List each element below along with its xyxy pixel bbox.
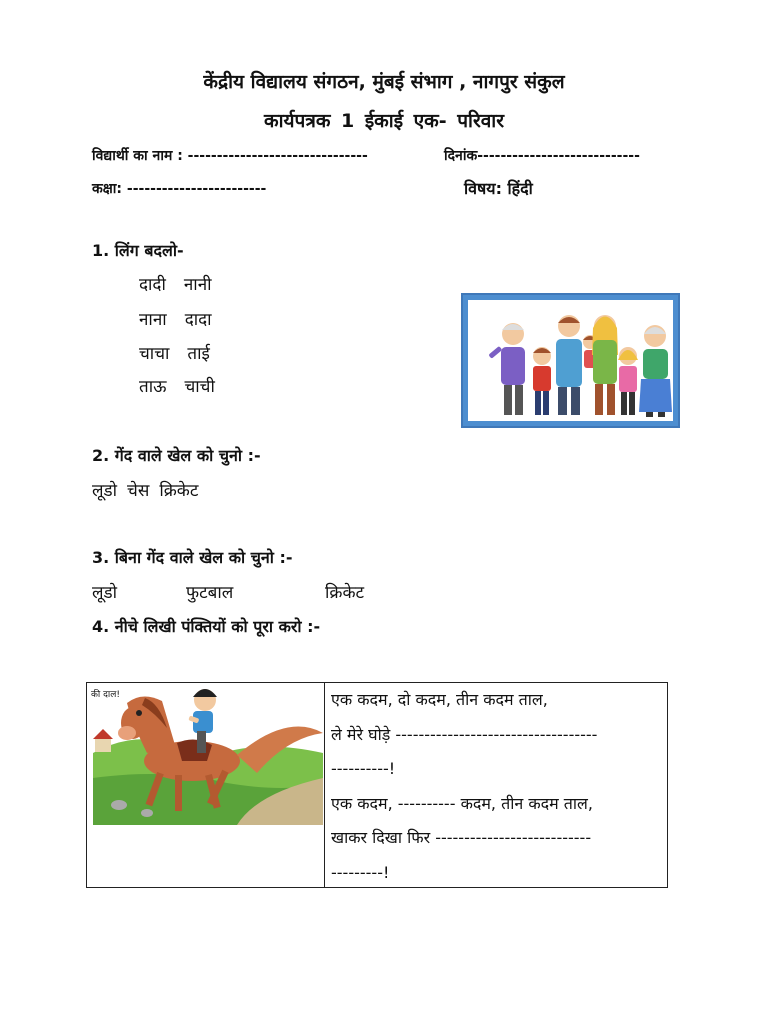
q1-pair-row: [139, 272, 230, 295]
q1-pair-row: [139, 307, 230, 330]
poem-line: ---------!: [331, 862, 390, 882]
worksheet-subtitle: कार्यपत्रक 1 ईकाई एक- परिवार: [264, 110, 504, 132]
poem-lines: [325, 683, 667, 887]
q3-option: लूडो: [92, 583, 118, 603]
q3-option: क्रिकेट: [325, 583, 365, 603]
q2-heading: 2. गेंद वाले खेल को चुनो :-: [92, 446, 261, 465]
family-picture: [468, 300, 673, 421]
poem-line: खाकर दिखा फिर ---------------------------: [331, 828, 592, 847]
q1-heading: 1. लिंग बदलो-: [92, 241, 184, 260]
image-caption: की दाल!: [91, 690, 120, 700]
q3-heading: 3. बिना गेंद वाले खेल को चुनो :-: [92, 548, 293, 567]
q1-pair-row: [139, 341, 228, 364]
boy-on-horse-picture: [87, 683, 323, 833]
q1-word: दादा: [184, 310, 212, 330]
poem-line: एक कदम, दो कदम, तीन कदम ताल,: [331, 690, 548, 709]
q1-pair-row: [139, 374, 233, 397]
poem-line: एक कदम, ---------- कदम, तीन कदम ताल,: [331, 793, 593, 813]
q2-option: क्रिकेट: [159, 481, 199, 501]
q1-word: नानी: [183, 275, 212, 295]
class-label: कक्षा: ------------------------: [92, 181, 267, 197]
q2-option: लूडो: [92, 481, 118, 501]
q3-option: फुटबाल: [186, 583, 234, 603]
student-name-label: विद्यार्थी का नाम : -------------------------------: [92, 148, 368, 164]
q1-word: दादी: [139, 275, 166, 295]
poem-table: [86, 682, 668, 888]
subject-label: विषय: हिंदी: [464, 179, 533, 198]
q2-option: चेस: [127, 481, 150, 501]
q1-word: ताऊ: [139, 377, 167, 397]
q1-word: चाची: [184, 377, 215, 397]
q1-word: नाना: [139, 310, 167, 330]
q1-word: ताई: [187, 344, 210, 364]
horse-illustration-cell: [87, 683, 325, 887]
poem-line: ----------!: [331, 759, 396, 778]
family-illustration: [461, 293, 680, 428]
q2-options: [92, 478, 198, 501]
poem-line: ले मेरे घोड़े -----------------------------------: [331, 724, 598, 744]
q1-word: चाचा: [139, 344, 170, 364]
worksheet-title: केंद्रीय विद्यालय संगठन, मुंबई संभाग , नागपुर संकुल: [203, 71, 565, 93]
q4-heading: 4. नीचे लिखी पंक्तियों को पूरा करो :-: [92, 617, 321, 636]
date-label: दिनांक----------------------------: [444, 148, 640, 164]
